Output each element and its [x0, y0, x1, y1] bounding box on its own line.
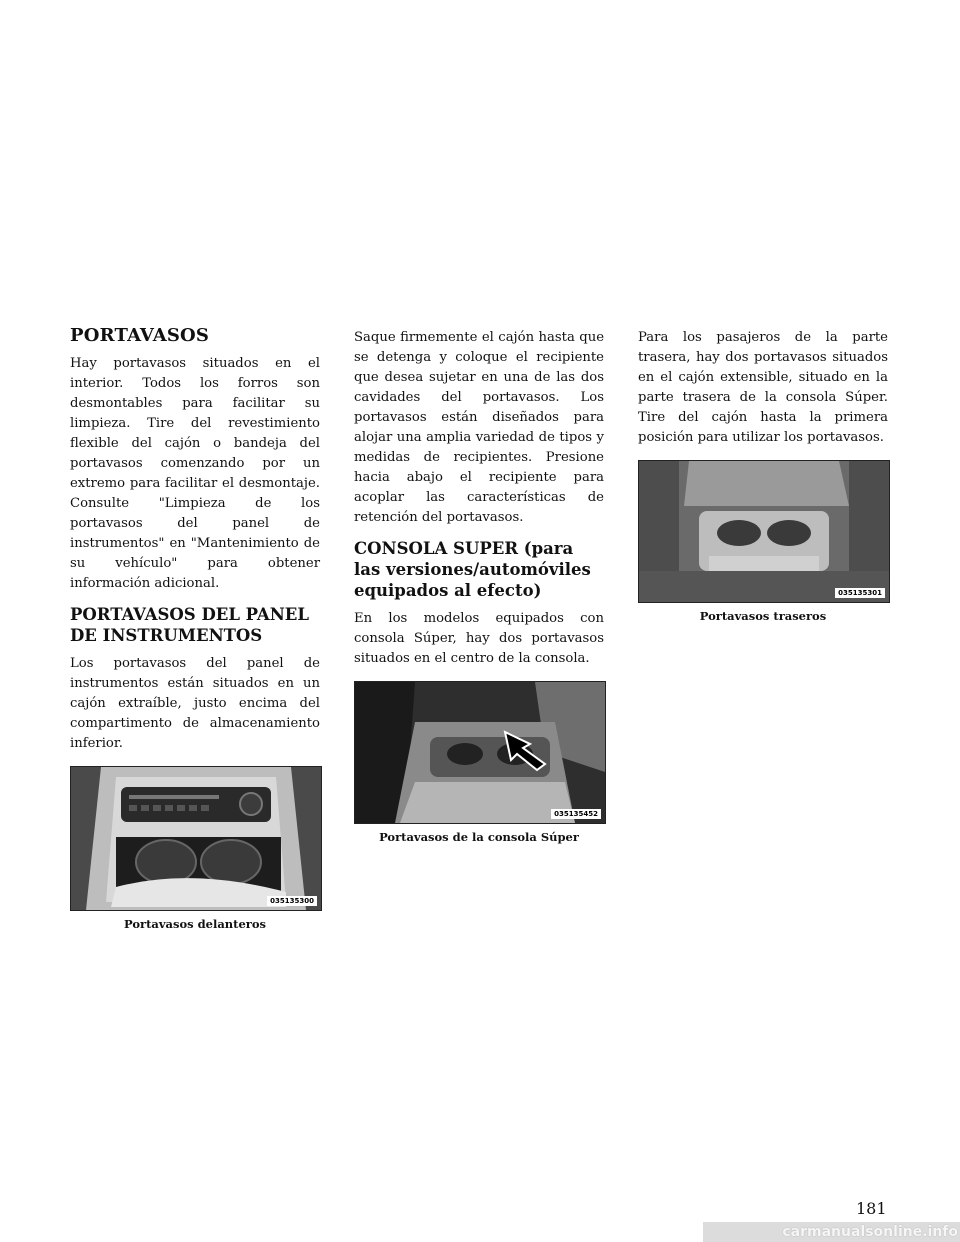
- column-2: [354, 328, 604, 844]
- section-heading-portavasos: PORTAVASOS: [70, 325, 210, 346]
- watermark: [703, 1222, 960, 1242]
- figure-rear-cupholders: [638, 460, 890, 603]
- paragraph-drawer-instructions: Saque firmemente el cajón hasta que se detenga y coloque el recipiente que desea sujetar en una de las dos cavidades del portavasos. Los portavasos están diseñados para alojar una amplia variedad de tipos y medidas de recipientes. Presione hacia abajo el recipiente para acoplar las características de retención del portavasos.: [354, 330, 604, 525]
- figure-caption: Portavasos de la consola Súper: [379, 830, 579, 844]
- front-cupholders-photo: [71, 767, 321, 910]
- section-heading-consola-super: CONSOLA SUPER (para las versiones/automóviles equipados al efecto): [354, 539, 591, 600]
- figure-caption: Portavasos delanteros: [124, 917, 266, 931]
- column-3: [638, 328, 888, 623]
- console-cupholders-photo: [355, 682, 605, 823]
- figure-code: 035135452: [551, 809, 601, 819]
- figure-caption: Portavasos traseros: [699, 609, 827, 623]
- rear-cupholders-photo: [639, 461, 889, 602]
- figure-code: 035135300: [267, 896, 317, 906]
- paragraph-rear-cupholders: Para los pasajeros de la parte trasera, hay dos portavasos situados en el cajón extensible, situado en la parte trasera de la consola Súper. Tire del cajón hasta la primera posición para utilizar los portavasos.: [638, 330, 888, 445]
- page-number: 181: [856, 1199, 887, 1218]
- watermark-text: carmanualsonline.info: [782, 1224, 958, 1240]
- column-1: [70, 325, 320, 931]
- paragraph-portavasos-intro: Hay portavasos situados en el interior. Todos los forros son desmontables para facilitar su limpieza. Tire del revestimiento flexible del cajón o bandeja del portavasos comenzando por un extremo para facilitar el desmontaje. Consulte "Limpieza de los portavasos del panel de instrumentos" en "Mantenimiento de su vehículo" para obtener información adicional.: [70, 356, 320, 591]
- figure-front-cupholders: [70, 766, 322, 911]
- figure-console-cupholders: [354, 681, 606, 824]
- subheading-panel-instrumentos: PORTAVASOS DEL PANEL DE INSTRUMENTOS: [70, 605, 309, 645]
- figure-code: 035135301: [835, 588, 885, 598]
- paragraph-panel-instrumentos: Los portavasos del panel de instrumentos están situados en un cajón extraíble, justo encima del compartimento de almacenamiento inferior.: [70, 656, 320, 751]
- paragraph-consola-super: En los modelos equipados con consola Súper, hay dos portavasos situados en el centro de la consola.: [354, 611, 604, 666]
